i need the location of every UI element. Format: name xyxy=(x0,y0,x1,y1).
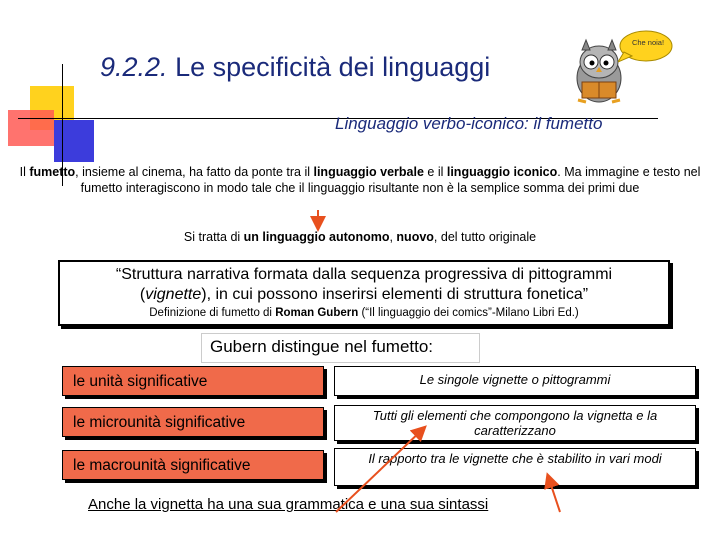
intro-bold-iconico: linguaggio iconico xyxy=(446,165,558,179)
autonomy-bold-nuovo: nuovo xyxy=(396,230,434,244)
intro-bold-fumetto: fumetto xyxy=(29,165,76,179)
slide-subtitle: Linguaggio verbo-iconico: il fumetto xyxy=(335,114,603,133)
source-text: Definizione di fumetto di xyxy=(149,307,276,319)
definition-box-1: Le singole vignette o pittogrammi xyxy=(334,366,696,396)
arrow-up-right-icon xyxy=(548,476,560,512)
title-number: 9.2.2. xyxy=(100,52,168,82)
intro-text: . Ma immagine e testo nel fumetto interagiscono in modo tale che il linguaggio risultante non è la semplice somma dei primi due xyxy=(80,165,701,195)
autonomy-text: , xyxy=(389,230,397,244)
intro-text: e il xyxy=(423,165,447,179)
intro-text: Il xyxy=(19,165,30,179)
autonomy-text: , del tutto originale xyxy=(433,230,537,244)
quote-line-1: “Struttura narrativa formata dalla sequenza progressiva di pittogrammi xyxy=(115,266,613,283)
term-box-3: le macrounità significative xyxy=(62,450,324,480)
term-box-2: le microunità significative xyxy=(62,407,324,437)
autonomy-text: Si tratta di xyxy=(183,230,244,244)
quote-text: ), in cui possono inserirsi elementi di struttura fonetica” xyxy=(201,286,589,303)
bubble-text: Che noia! xyxy=(631,38,665,47)
intro-bold-verbale: linguaggio verbale xyxy=(313,165,424,179)
quote-text: ( xyxy=(139,286,146,303)
arrow-up-left-icon xyxy=(336,428,424,512)
definition-box-2: Tutti gli elementi che compongono la vignetta e la caratterizzano xyxy=(334,405,696,441)
intro-text: , insieme al cinema, ha fatto da ponte tra il xyxy=(75,165,314,179)
source-text: (“Il linguaggio dei comics”-Milano Libri Ed.) xyxy=(358,307,579,319)
definition-box-3: Il rapporto tra le vignette che è stabilito in vari modi xyxy=(334,448,696,486)
quote-italic-vignette: vignette xyxy=(145,286,202,303)
term-box-1: le unità significative xyxy=(62,366,324,396)
gubern-heading: Gubern distingue nel fumetto: xyxy=(210,337,434,356)
footer-statement: Anche la vignetta ha una sua grammatica e una sua sintassi xyxy=(88,496,489,513)
autonomy-bold: un linguaggio autonomo xyxy=(243,230,390,244)
source-author: Roman Gubern xyxy=(275,307,359,319)
title-text: Le specificità dei linguaggi xyxy=(167,52,491,82)
